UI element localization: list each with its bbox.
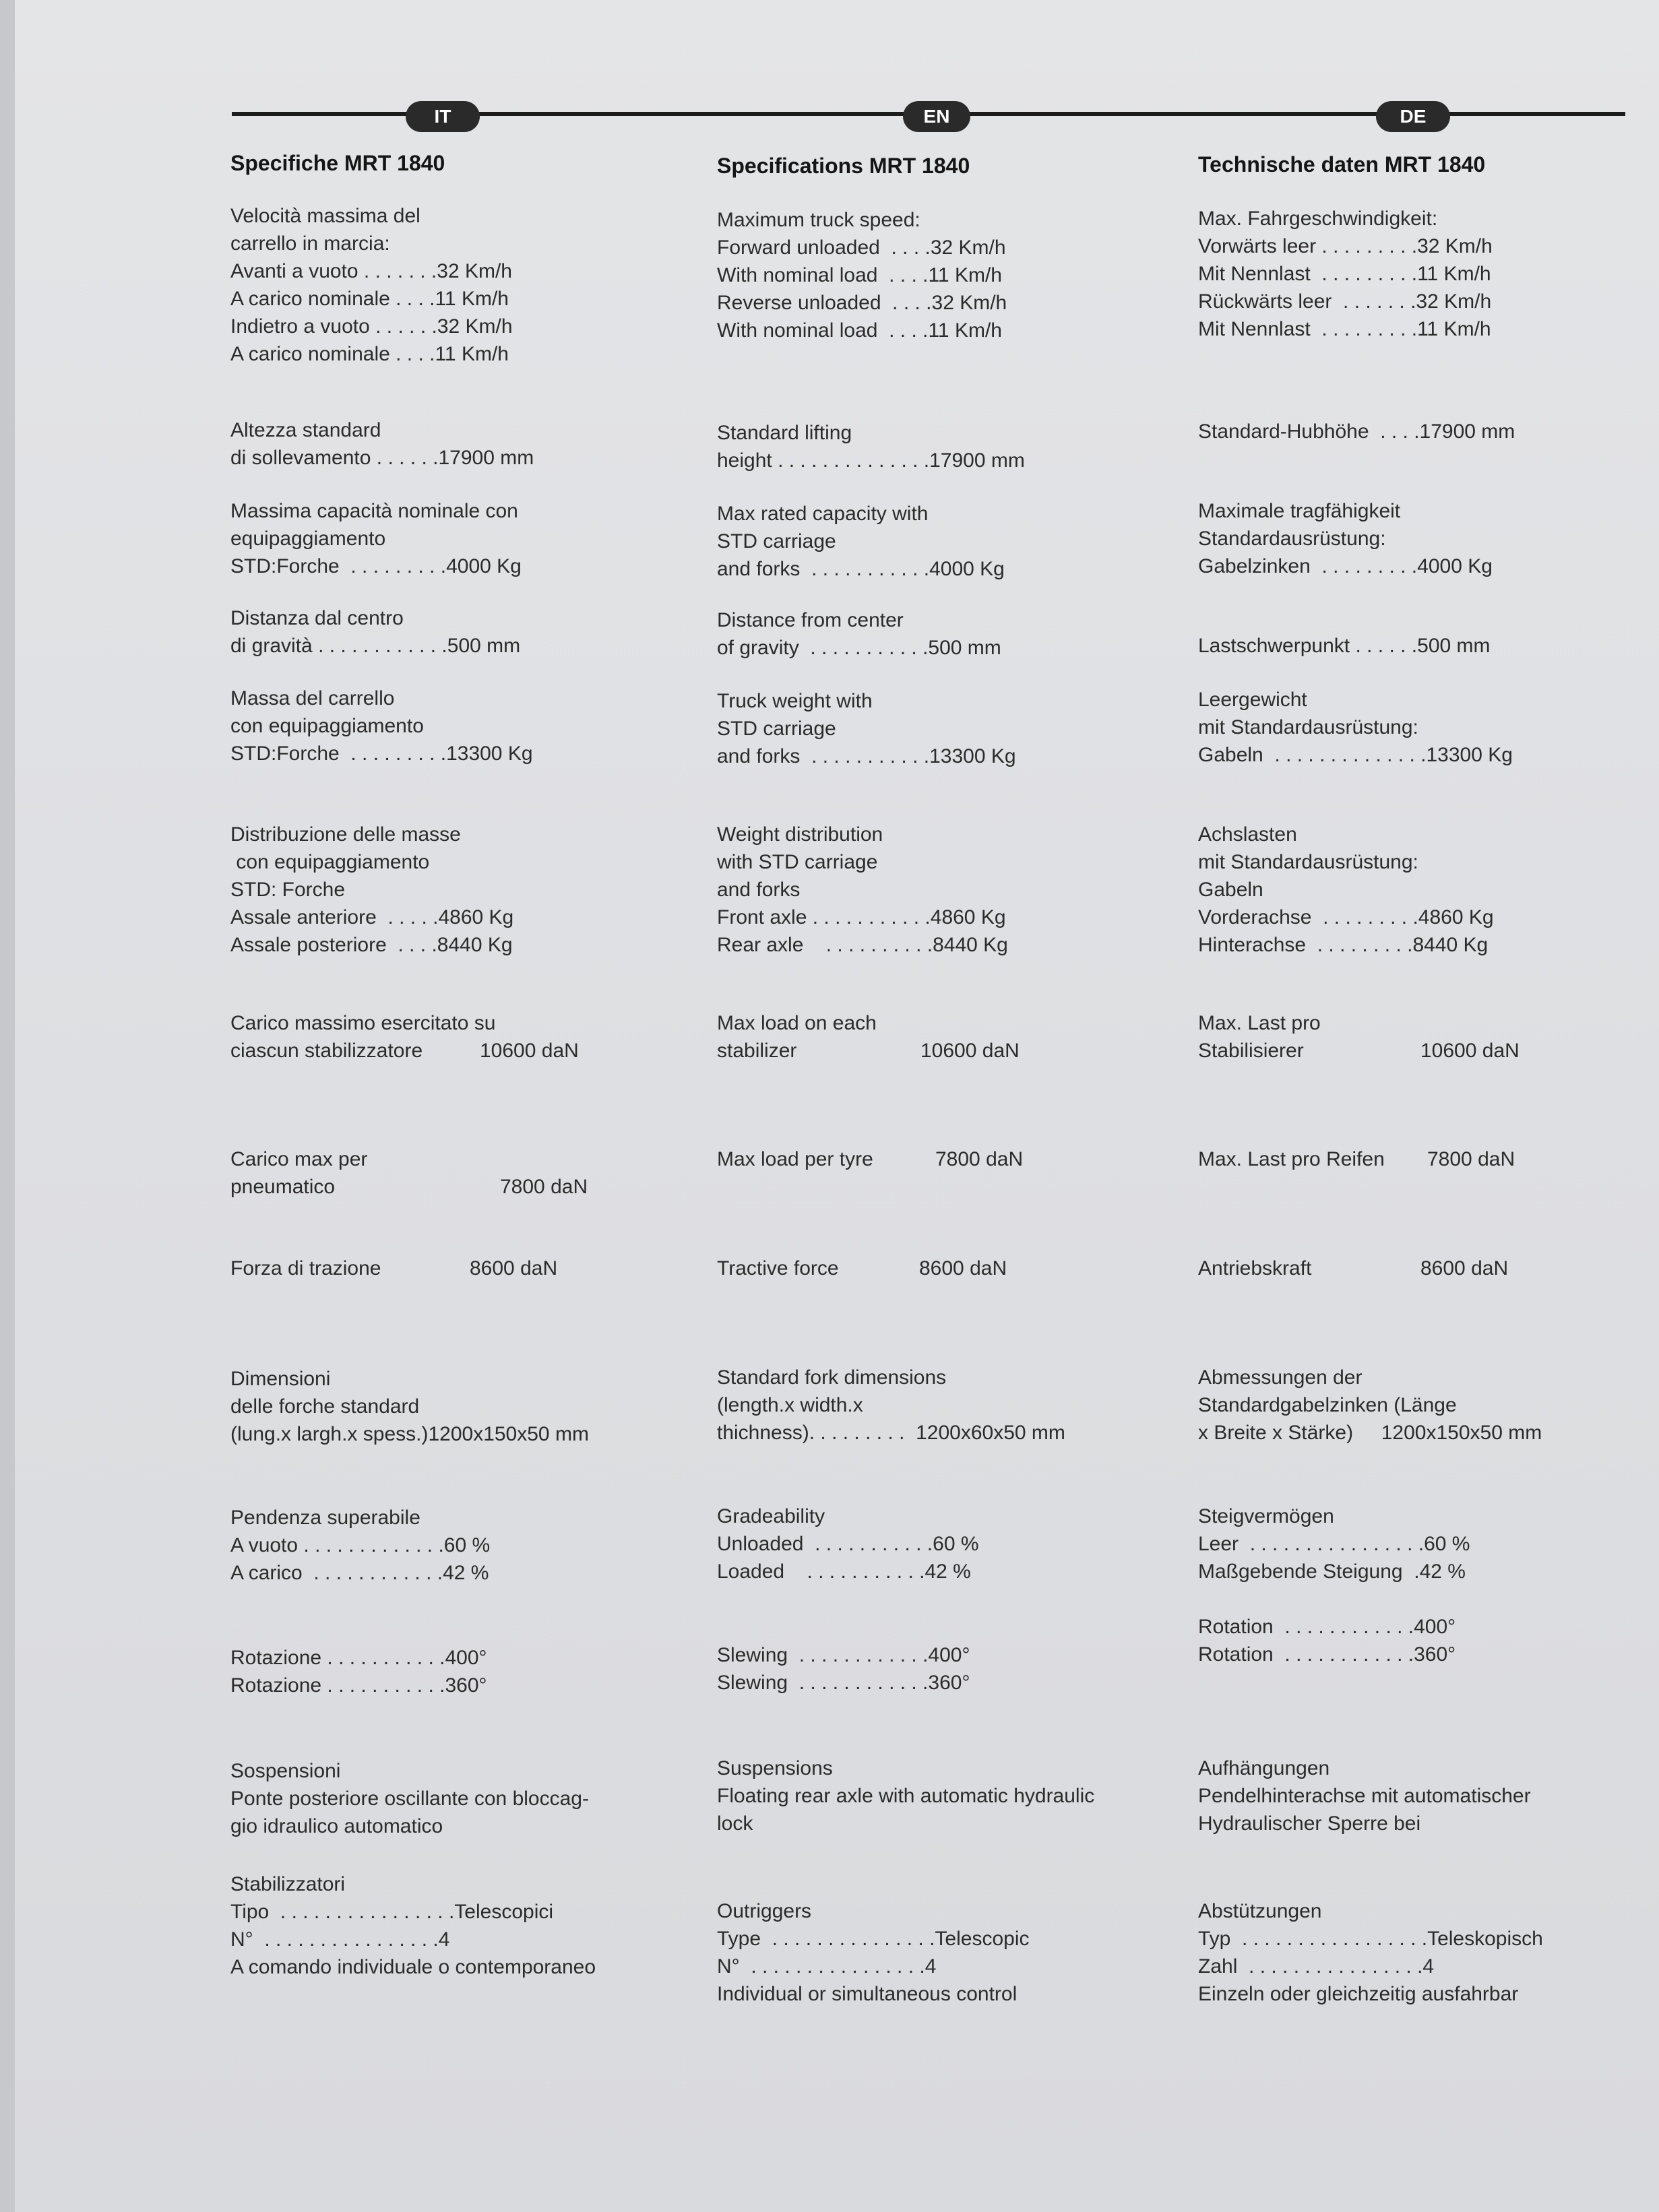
column-title: Specifiche MRT 1840 [230, 151, 445, 175]
truck-weight-section [230, 685, 702, 767]
spec-line: (lung.x largh.x spess.)1200x150x50 mm [230, 1423, 589, 1445]
spec-line: and forks . . . . . . . . . . .13300 Kg [717, 745, 1016, 767]
spec-line: Maximum truck speed: [717, 209, 920, 231]
spec-line [717, 1255, 1189, 1282]
spec-line: Front axle . . . . . . . . . . .4860 Kg [717, 906, 1006, 928]
spec-line: Rotation . . . . . . . . . . . .360° [1198, 1643, 1456, 1666]
spec-line: Forward unloaded . . . .32 Km/h [717, 236, 1006, 259]
language-badge-en: EN [903, 101, 970, 132]
spec-line: Individual or simultaneous control [717, 1983, 1018, 2005]
spec-line: Max load on each [717, 1012, 877, 1034]
spec-label: Max. Last pro Reifen [1198, 1148, 1385, 1170]
header-rule-left [232, 112, 912, 116]
spec-line: Einzeln oder gleichzeitig ausfahrbar [1198, 1983, 1519, 2005]
spec-line: Maßgebende Steigung .42 % [1198, 1560, 1466, 1583]
spec-line: Abstützungen [1198, 1900, 1322, 1922]
spec-line: A carico nominale . . . .11 Km/h [230, 288, 509, 310]
spec-line: Vorderachse . . . . . . . . .4860 Kg [1198, 906, 1494, 928]
spec-value: 8600 daN [470, 1257, 558, 1279]
spec-line: Typ . . . . . . . . . . . . . . . . .Teleskopisch [1198, 1928, 1543, 1950]
spec-line: Indietro a vuoto . . . . . .32 Km/h [230, 315, 513, 338]
spec-line: Zahl . . . . . . . . . . . . . . . .4 [1198, 1955, 1435, 1978]
speed-section [717, 206, 1189, 344]
spec-line: N° . . . . . . . . . . . . . . . .4 [717, 1955, 937, 1978]
speed-section [230, 202, 702, 368]
spec-line: Distribuzione delle masse [230, 823, 461, 846]
spec-line: N° . . . . . . . . . . . . . . . .4 [230, 1928, 450, 1951]
spec-line [230, 1255, 702, 1282]
tyre-load-section [1198, 1145, 1659, 1173]
spec-line: Assale anteriore . . . . .4860 Kg [230, 906, 514, 928]
spec-line: Gabelzinken . . . . . . . . .4000 Kg [1198, 555, 1493, 577]
spec-line: Loaded . . . . . . . . . . .42 % [717, 1560, 971, 1583]
spec-line: of gravity . . . . . . . . . . .500 mm [717, 637, 1001, 659]
spec-line: Standard lifting [717, 422, 852, 444]
spec-value: 10600 daN [480, 1040, 579, 1062]
outriggers-section [230, 1870, 702, 1981]
spec-line [1198, 1255, 1659, 1282]
column-title: Technische daten MRT 1840 [1198, 152, 1486, 177]
spec-line: With nominal load . . . .11 Km/h [717, 264, 1002, 286]
spec-line: Gabeln [1198, 879, 1263, 901]
language-badge-de: DE [1376, 101, 1450, 132]
spec-line: Dimensioni [230, 1368, 331, 1390]
spec-line: Velocità massima del [230, 205, 420, 227]
spec-line: lock [717, 1812, 753, 1835]
spec-line: Avanti a vuoto . . . . . . .32 Km/h [230, 260, 512, 282]
capacity-section [230, 497, 702, 580]
rotation-section [1198, 1613, 1659, 1668]
spec-line: height . . . . . . . . . . . . . .17900 mm [717, 449, 1025, 472]
spec-line: di gravità . . . . . . . . . . . .500 mm [230, 635, 521, 657]
spec-value: 10600 daN [920, 1040, 1020, 1062]
lifting-height-section [717, 419, 1189, 474]
spec-line: With nominal load . . . .11 Km/h [717, 319, 1002, 342]
rotation-section [717, 1641, 1189, 1697]
spec-line: Steigvermögen [1198, 1505, 1334, 1527]
spec-label: ciascun stabilizzatore [230, 1040, 423, 1062]
spec-sheet-page [15, 0, 1659, 2212]
spec-line: Massima capacità nominale con [230, 500, 518, 522]
spec-line: Floating rear axle with automatic hydraulic [717, 1785, 1095, 1807]
spec-line: Rotazione . . . . . . . . . . .400° [230, 1647, 487, 1669]
spec-line: Rückwärts leer . . . . . . .32 Km/h [1198, 290, 1492, 313]
spec-line: Gradeability [717, 1505, 825, 1527]
spec-line: A carico nominale . . . .11 Km/h [230, 343, 509, 365]
spec-line: A vuoto . . . . . . . . . . . . .60 % [230, 1534, 491, 1556]
spec-line: con equipaggiamento [230, 851, 430, 873]
spec-line: Standardausrüstung: [1198, 528, 1386, 550]
outriggers-section [1198, 1897, 1659, 2008]
spec-line: Mit Nennlast . . . . . . . . .11 Km/h [1198, 318, 1491, 340]
spec-line: Max. Fahrgeschwindigkeit: [1198, 208, 1438, 230]
spec-line: x Breite x Stärke) 1200x150x50 mm [1198, 1422, 1542, 1444]
spec-line: Hydraulischer Sperre bei [1198, 1812, 1421, 1835]
spec-line: Massa del carrello [230, 687, 395, 709]
traction-section [230, 1255, 702, 1282]
spec-line: Abmessungen der [1198, 1366, 1363, 1389]
spec-line: Leer . . . . . . . . . . . . . . . .60 % [1198, 1533, 1470, 1555]
spec-line: Carico massimo esercitato su [230, 1012, 496, 1034]
suspension-section [230, 1757, 702, 1840]
spec-line: Standardgabelzinken (Länge [1198, 1394, 1457, 1416]
spec-line: Pendenza superabile [230, 1507, 420, 1529]
spec-line: Max. Last pro [1198, 1012, 1321, 1034]
spec-line: Carico max per [230, 1148, 368, 1170]
spec-line: A carico . . . . . . . . . . . .42 % [230, 1562, 489, 1584]
spec-value: 8600 daN [919, 1257, 1007, 1279]
spec-line: Vorwärts leer . . . . . . . . .32 Km/h [1198, 235, 1493, 257]
weight-distribution-section [1198, 821, 1659, 959]
gravity-section [1198, 632, 1659, 660]
spec-line: Ponte posteriore oscillante con bloccag- [230, 1788, 589, 1810]
spec-line: Distanza dal centro [230, 607, 404, 629]
spec-label: Stabilisierer [1198, 1040, 1304, 1062]
gravity-section [230, 604, 702, 660]
suspension-section [1198, 1755, 1659, 1837]
tyre-load-section [717, 1145, 1189, 1173]
spec-label: stabilizer [717, 1040, 797, 1062]
spec-value: 10600 daN [1420, 1040, 1520, 1062]
suspension-section [717, 1755, 1189, 1837]
spec-line: with STD carriage [717, 851, 878, 873]
spec-line: Leergewicht [1198, 689, 1307, 711]
lifting-height-section [1198, 418, 1659, 445]
spec-line: Rotation . . . . . . . . . . . .400° [1198, 1616, 1456, 1638]
truck-weight-section [717, 687, 1189, 770]
spec-line: STD:Forche . . . . . . . . .4000 Kg [230, 555, 522, 577]
stabilizer-load-section [1198, 1009, 1659, 1065]
spec-line: Max rated capacity with [717, 503, 929, 525]
spec-label: Forza di trazione [230, 1257, 381, 1279]
spec-line [717, 1145, 1189, 1173]
spec-line: Weight distribution [717, 823, 883, 846]
capacity-section [1198, 497, 1659, 580]
spec-line: STD carriage [717, 718, 836, 740]
spec-line: mit Standardausrüstung: [1198, 851, 1418, 873]
spec-line: Achslasten [1198, 823, 1297, 846]
spec-line: STD:Forche . . . . . . . . .13300 Kg [230, 742, 533, 765]
spec-line: equipaggiamento [230, 528, 386, 550]
spec-line [230, 1173, 702, 1201]
stabilizer-load-section [717, 1009, 1189, 1065]
spec-line [717, 1037, 1189, 1065]
spec-line [230, 1037, 702, 1065]
spec-label: Antriebskraft [1198, 1257, 1312, 1279]
spec-line: Gabeln . . . . . . . . . . . . . .13300 Kg [1198, 744, 1513, 766]
spec-line: Suspensions [717, 1757, 833, 1779]
stabilizer-load-section [230, 1009, 702, 1065]
language-badge-it: IT [406, 101, 480, 132]
spec-line: (length.x width.x [717, 1394, 863, 1416]
weight-distribution-section [717, 821, 1189, 959]
spec-value: 7800 daN [1427, 1148, 1515, 1170]
spec-line [1198, 1145, 1659, 1173]
lifting-height-section [230, 416, 702, 472]
spec-line: Standard fork dimensions [717, 1366, 947, 1389]
spec-line: and forks . . . . . . . . . . .4000 Kg [717, 558, 1005, 580]
rotation-section [230, 1644, 702, 1699]
spec-line: Pendelhinterachse mit automatischer [1198, 1785, 1531, 1807]
spec-line: con equipaggiamento [230, 715, 424, 737]
gradeability-section [230, 1504, 702, 1587]
spec-line: A comando individuale o contemporaneo [230, 1956, 596, 1978]
spec-line: Lastschwerpunkt . . . . . .500 mm [1198, 635, 1491, 657]
spec-label: pneumatico [230, 1176, 336, 1198]
fork-dimensions-section [230, 1365, 702, 1448]
traction-section [1198, 1255, 1659, 1282]
spec-line: STD carriage [717, 530, 836, 552]
spec-value: 8600 daN [1420, 1257, 1509, 1279]
spec-line: Standard-Hubhöhe . . . .17900 mm [1198, 420, 1515, 443]
spec-line: Distance from center [717, 609, 904, 631]
traction-section [717, 1255, 1189, 1282]
spec-line: Unloaded . . . . . . . . . . .60 % [717, 1533, 979, 1555]
spec-value: 7800 daN [935, 1148, 1024, 1170]
spec-line: Rear axle . . . . . . . . . .8440 Kg [717, 934, 1008, 956]
spec-line: di sollevamento . . . . . .17900 mm [230, 447, 534, 469]
header-rule-right [958, 112, 1625, 116]
spec-line: Assale posteriore . . . .8440 Kg [230, 934, 513, 956]
spec-line: thichness). . . . . . . . . 1200x60x50 mm [717, 1422, 1065, 1444]
truck-weight-section [1198, 686, 1659, 769]
spec-line: mit Standardausrüstung: [1198, 716, 1418, 738]
spec-line: STD: Forche [230, 879, 346, 901]
spec-line: gio idraulico automatico [230, 1815, 443, 1837]
outriggers-section [717, 1897, 1189, 2008]
spec-line: Reverse unloaded . . . .32 Km/h [717, 292, 1007, 314]
column-title: Specifications MRT 1840 [717, 154, 970, 178]
spec-line: Rotazione . . . . . . . . . . .360° [230, 1674, 487, 1697]
spec-line: Maximale tragfähigkeit [1198, 500, 1401, 522]
spec-line: Hinterachse . . . . . . . . .8440 Kg [1198, 934, 1489, 956]
spec-label: Tractive force [717, 1257, 839, 1279]
spec-line: Slewing . . . . . . . . . . . .400° [717, 1644, 970, 1666]
spec-label: Max load per tyre [717, 1148, 873, 1170]
spec-line: Mit Nennlast . . . . . . . . .11 Km/h [1198, 263, 1491, 285]
spec-line: Type . . . . . . . . . . . . . . .Telescopic [717, 1928, 1030, 1950]
weight-distribution-section [230, 821, 702, 959]
spec-line: and forks [717, 879, 801, 901]
spec-line: Altezza standard [230, 419, 381, 441]
gravity-section [717, 606, 1189, 662]
fork-dimensions-section [1198, 1364, 1659, 1447]
spec-line: Tipo . . . . . . . . . . . . . . . .Telescopici [230, 1901, 554, 1923]
speed-section [1198, 205, 1659, 343]
tyre-load-section [230, 1145, 702, 1201]
spec-line: Aufhängungen [1198, 1757, 1330, 1779]
spec-line [1198, 1037, 1659, 1065]
spec-line: Slewing . . . . . . . . . . . .360° [717, 1672, 970, 1694]
spec-line: carrello in marcia: [230, 232, 390, 255]
spec-line: Stabilizzatori [230, 1873, 346, 1895]
gradeability-section [717, 1503, 1189, 1585]
gradeability-section [1198, 1503, 1659, 1585]
spec-line: delle forche standard [230, 1395, 420, 1418]
capacity-section [717, 500, 1189, 583]
spec-line: Outriggers [717, 1900, 812, 1922]
spec-value: 7800 daN [500, 1176, 588, 1198]
fork-dimensions-section [717, 1364, 1189, 1447]
spec-line: Truck weight with [717, 690, 873, 712]
spec-line: Sospensioni [230, 1760, 341, 1782]
